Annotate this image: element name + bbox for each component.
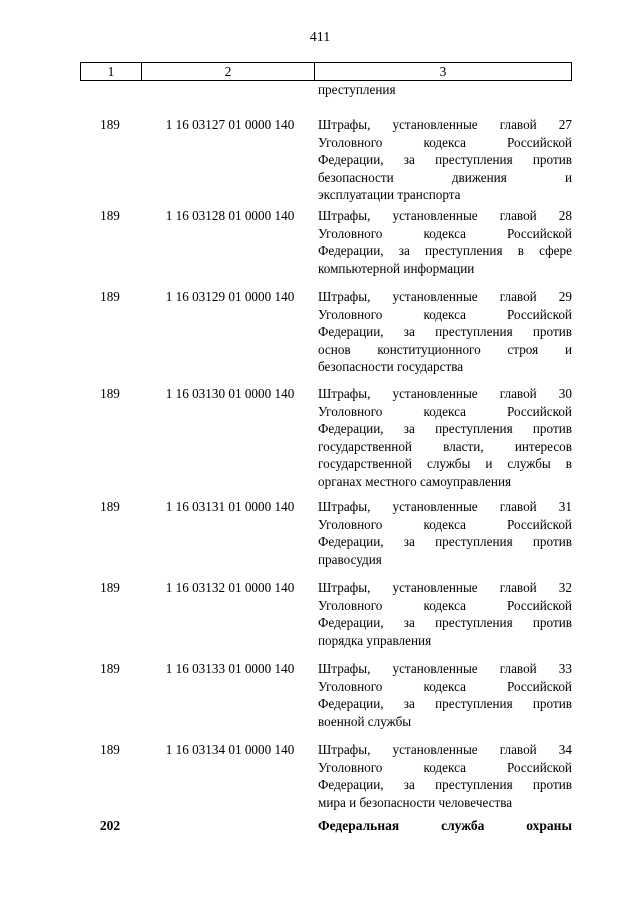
description-line: Уголовного кодекса Российской [318, 306, 572, 322]
revenue-description [318, 116, 572, 204]
description-line: Уголовного кодекса Российской [318, 597, 572, 613]
description-line: порядка управления [318, 632, 432, 648]
table-column-header [80, 62, 572, 81]
description-line: Федерации, за преступления против [318, 324, 572, 339]
description-line: Уголовного кодекса Российской [318, 678, 572, 694]
description-line: основ конституционного строя и [318, 341, 572, 357]
revenue-description [318, 741, 572, 811]
budget-classification-code: 1 16 03131 01 0000 140 [165, 499, 295, 514]
admin-code: 189 [100, 580, 120, 595]
page-number: 411 [309, 30, 331, 45]
revenue-description [318, 579, 572, 649]
admin-code: 189 [100, 661, 120, 676]
description-line: Штрафы, установленные главой 28 [318, 208, 572, 223]
description-line: Уголовного кодекса Российской [318, 134, 572, 150]
revenue-description [318, 498, 572, 568]
description-line: Штрафы, установленные главой 27 [318, 117, 572, 132]
budget-classification-code: 1 16 03132 01 0000 140 [165, 580, 295, 595]
revenue-description [318, 207, 572, 277]
agency-name: Федеральная служба охраны [318, 818, 572, 833]
description-line: Штрафы, установленные главой 34 [318, 742, 572, 757]
description-line: мира и безопасности человечества [318, 794, 513, 810]
description-line: Федерации, за преступления против [318, 152, 572, 167]
column-header-2: 2 [142, 63, 315, 80]
budget-classification-code: 1 16 03129 01 0000 140 [165, 289, 295, 304]
description-line: Федерации, за преступления против [318, 534, 572, 549]
description-line: Федерации, за преступления против [318, 777, 572, 792]
description-line: правосудия [318, 551, 382, 567]
description-line: эксплуатации транспорта [318, 187, 461, 202]
description-line: Федерации, за преступления против [318, 615, 572, 630]
description-line: Штрафы, установленные главой 32 [318, 580, 572, 595]
continuation-text: преступления [318, 82, 396, 97]
column-header-1: 1 [81, 63, 142, 80]
budget-classification-code: 1 16 03130 01 0000 140 [165, 386, 295, 401]
description-line: Штрафы, установленные главой 31 [318, 499, 572, 514]
admin-code: 189 [100, 386, 120, 401]
description-line: Штрафы, установленные главой 29 [318, 289, 572, 304]
description-line: государственной службы и службы в [318, 456, 572, 471]
revenue-description [318, 385, 572, 490]
revenue-description [318, 660, 572, 730]
budget-classification-code: 1 16 03127 01 0000 140 [165, 117, 295, 132]
description-line: компьютерной информации [318, 260, 475, 276]
revenue-description [318, 288, 572, 376]
admin-code: 189 [100, 742, 120, 757]
description-line: Федерации, за преступления против [318, 421, 572, 436]
budget-classification-code: 1 16 03133 01 0000 140 [165, 661, 295, 676]
admin-code: 189 [100, 499, 120, 514]
description-line: Штрафы, установленные главой 30 [318, 386, 572, 401]
description-line: Федерации, за преступления против [318, 696, 572, 711]
agency-code: 202 [99, 818, 121, 833]
admin-code: 189 [100, 117, 120, 132]
budget-classification-code: 1 16 03128 01 0000 140 [165, 208, 295, 223]
description-line: Уголовного кодекса Российской [318, 516, 572, 532]
description-line: Штрафы, установленные главой 33 [318, 661, 572, 676]
admin-code: 189 [100, 208, 120, 223]
admin-code: 189 [100, 289, 120, 304]
description-line: государственной власти, интересов [318, 438, 572, 454]
description-line: Уголовного кодекса Российской [318, 225, 572, 241]
budget-classification-code: 1 16 03134 01 0000 140 [165, 742, 295, 757]
description-line: Уголовного кодекса Российской [318, 759, 572, 775]
description-line: Федерации, за преступления в сфере [318, 243, 572, 258]
description-line: военной службы [318, 713, 412, 729]
description-line: безопасности государства [318, 359, 464, 374]
description-line: Уголовного кодекса Российской [318, 403, 572, 419]
description-line: безопасности движения и [318, 169, 572, 185]
description-line: органах местного самоуправления [318, 473, 512, 489]
column-header-3: 3 [439, 63, 447, 79]
